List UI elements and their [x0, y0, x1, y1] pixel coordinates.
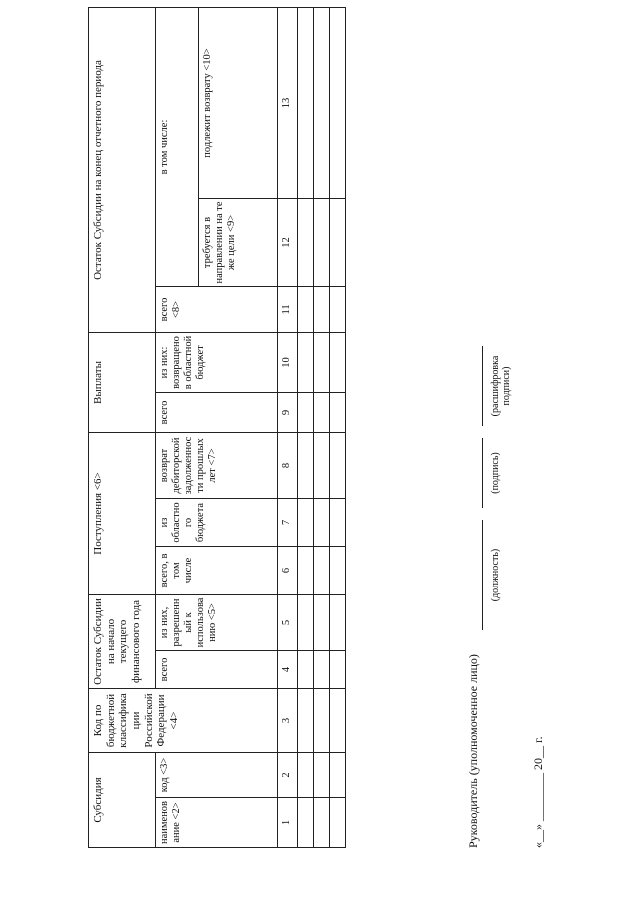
column-number: 9 [278, 392, 298, 432]
table-row [314, 7, 330, 847]
header-name: наименование <2> [156, 798, 278, 848]
position-caption: (должность) [490, 548, 501, 602]
header-opening-total: всего [156, 650, 278, 688]
position-line [482, 520, 483, 630]
header-receipts: Поступления <6> [89, 432, 156, 594]
signature-line [482, 438, 483, 508]
header-code: код <3> [156, 752, 278, 797]
header-payments-total: всего [156, 392, 278, 432]
report-form-sheet [88, 48, 545, 848]
header-debt-return: возврат дебиторской задолженности прошлых лет <7> [156, 432, 278, 498]
decoding-caption: (расшифровка подписи) [490, 355, 512, 417]
column-number: 4 [278, 650, 298, 688]
decoding-line [482, 346, 483, 426]
column-number: 11 [278, 286, 298, 332]
header-required-same-purpose: требуется в направлении на те же цели <9> [199, 198, 278, 286]
column-number: 13 [278, 7, 298, 198]
table-row [298, 7, 314, 847]
header-allowed-use: из них, разрешенный к использованию <5> [156, 594, 278, 650]
column-number: 7 [278, 498, 298, 546]
header-returned-to-regional: из них: возвращено в областной бюджет [156, 332, 278, 392]
date-line: «__» ________ 20__ г. [531, 736, 545, 848]
header-closing-total: всего <8> [156, 286, 278, 332]
header-payments: Выплаты [89, 332, 156, 432]
signature-block [456, 58, 606, 848]
column-number: 12 [278, 198, 298, 286]
signatory-label: Руководитель (уполномоченное лицо) [466, 654, 480, 848]
subsidy-report-table [88, 7, 346, 848]
header-including: в том числе: [156, 7, 199, 286]
header-opening-balance: Остаток Субсидии на начало текущего финансового года [89, 594, 156, 688]
signature-caption: (подпись) [490, 452, 501, 494]
column-number: 6 [278, 546, 298, 594]
header-to-be-returned: подлежит возврату <10> [199, 7, 278, 198]
column-number: 1 [278, 798, 298, 848]
header-receipts-total: всего, в том числе [156, 546, 278, 594]
table-row [330, 7, 346, 847]
column-number: 3 [278, 688, 298, 752]
column-number: 8 [278, 432, 298, 498]
header-from-regional-budget: из областного бюджета [156, 498, 278, 546]
header-budget-code: Код по бюджетной классификации Российской Федерации <4> [89, 688, 278, 752]
column-number: 10 [278, 332, 298, 392]
column-number: 5 [278, 594, 298, 650]
header-subsidy: Субсидия [89, 752, 156, 847]
header-closing-balance: Остаток Субсидии на конец отчетного периода [89, 7, 156, 332]
column-number: 2 [278, 752, 298, 797]
